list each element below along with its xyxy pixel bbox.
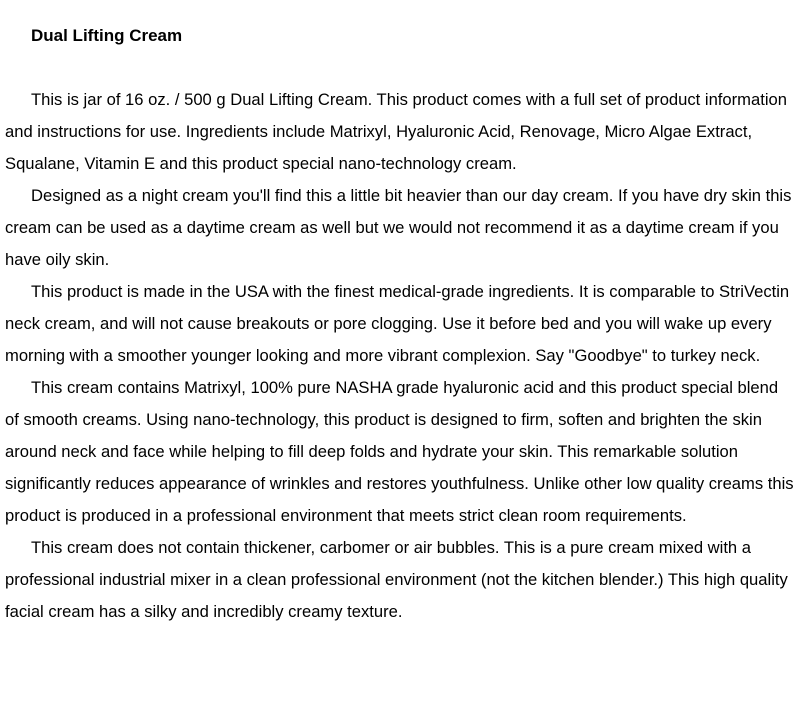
- paragraph-night-cream-usage: Designed as a night cream you'll find this a little bit heavier than our day cream. If you have dry skin this cream can be used as a daytime cream as well but we would not recommend it as a daytime cream if you have oily skin.: [5, 186, 792, 269]
- paragraph-texture: This cream does not contain thickener, carbomer or air bubbles. This is a pure cream mixed with a professional industrial mixer in a clean professional environment (not the kitchen blender.) This high quality facial cream has a silky and incredibly creamy texture.: [5, 538, 788, 621]
- document-title: Dual Lifting Cream: [31, 26, 183, 45]
- paragraph-made-in-usa: This product is made in the USA with the finest medical-grade ingredients. It is comparable to StriVectin neck cream, and will not cause breakouts or pore clogging. Use it before bed and you will wake up every morning with a smoother younger looking and more vibrant complexion. Say "Goodbye" to turkey neck.: [5, 282, 790, 365]
- paragraph-product-overview: This is jar of 16 oz. / 500 g Dual Lifting Cream. This product comes with a full set of product information and instructions for use. Ingredients include Matrixyl, Hyaluronic Acid, Renovage, Micro Algae Extract, Squalane, Vitamin E and this product special nano-technology cream.: [5, 90, 787, 173]
- paragraph-ingredients-benefits: This cream contains Matrixyl, 100% pure NASHA grade hyaluronic acid and this product special blend of smooth creams. Using nano-technology, this product is designed to firm, soften and brighten the skin around neck and face while helping to fill deep folds and hydrate your skin. This remarkable solution significantly reduces appearance of wrinkles and restores youthfulness. Unlike other low quality creams this product is produced in a professional environment that meets strict clean room requirements.: [5, 378, 794, 525]
- document-body: [5, 84, 795, 628]
